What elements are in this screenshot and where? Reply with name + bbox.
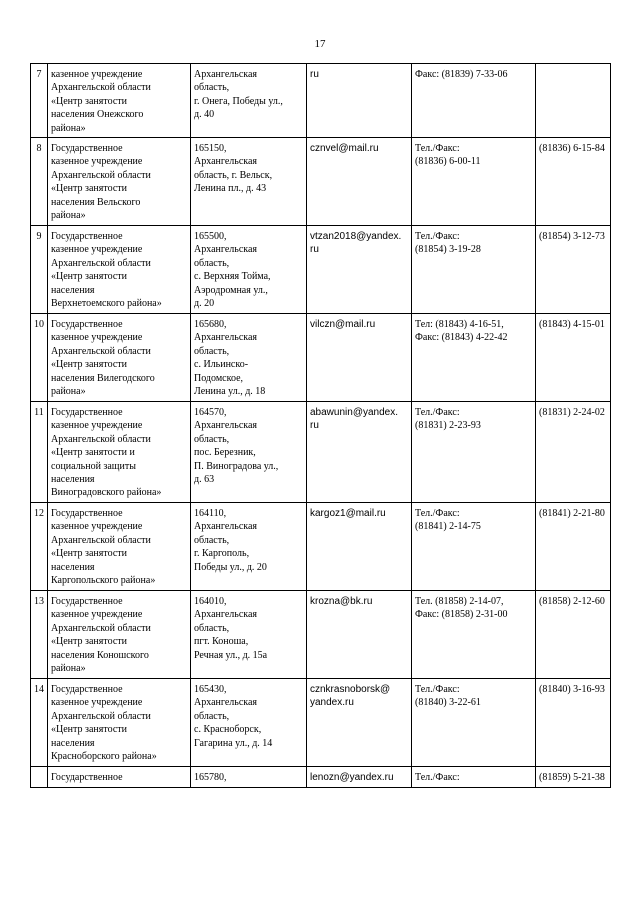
email-address[interactable]: kargoz1@mail.ru bbox=[307, 503, 412, 591]
postal-address: 164110, Архангельская область, г. Каргополь, Победы ул., д. 20 bbox=[191, 503, 307, 591]
phone-number: (81841) 2-21-80 bbox=[536, 503, 611, 591]
postal-address: 165430, Архангельская область, с. Красноборск, Гагарина ул., д. 14 bbox=[191, 679, 307, 767]
row-number: 7 bbox=[31, 64, 48, 138]
table-row bbox=[31, 679, 611, 767]
row-number: 12 bbox=[31, 503, 48, 591]
email-address[interactable]: cznkrasnoborsk@ yandex.ru bbox=[307, 679, 412, 767]
phone-number: (81854) 3-12-73 bbox=[536, 226, 611, 314]
row-number bbox=[31, 767, 48, 788]
phone-number: (81836) 6-15-84 bbox=[536, 138, 611, 226]
phone-fax: Тел: (81843) 4-16-51, Факс: (81843) 4-22-42 bbox=[412, 314, 536, 402]
row-number: 10 bbox=[31, 314, 48, 402]
table-row bbox=[31, 226, 611, 314]
table-row bbox=[31, 64, 611, 138]
phone-fax: Тел./Факс: (81854) 3-19-28 bbox=[412, 226, 536, 314]
phone-fax: Тел./Факс: (81840) 3-22-61 bbox=[412, 679, 536, 767]
phone-number bbox=[536, 64, 611, 138]
table-row bbox=[31, 503, 611, 591]
page-number: 17 bbox=[314, 38, 326, 50]
email-address[interactable]: ru bbox=[307, 64, 412, 138]
postal-address: 164570, Архангельская область, пос. Березник, П. Виноградова ул., д. 63 bbox=[191, 402, 307, 503]
phone-number: (81859) 5-21-38 bbox=[536, 767, 611, 788]
email-address[interactable]: lenozn@yandex.ru bbox=[307, 767, 412, 788]
postal-address: 165780, bbox=[191, 767, 307, 788]
table-row bbox=[31, 314, 611, 402]
organization-name: Государственное казенное учреждение Архангельской области «Центр занятости населения Верхнетоемского района» bbox=[48, 226, 191, 314]
row-number: 9 bbox=[31, 226, 48, 314]
organization-name: Государственное казенное учреждение Архангельской области «Центр занятости населения Каргопольского района» bbox=[48, 503, 191, 591]
phone-fax: Тел./Факс: bbox=[412, 767, 536, 788]
postal-address: 165680, Архангельская область, с. Ильинско- Подомское, Ленина ул., д. 18 bbox=[191, 314, 307, 402]
table-row bbox=[31, 591, 611, 679]
phone-number: (81843) 4-15-01 bbox=[536, 314, 611, 402]
email-address[interactable]: krozna@bk.ru bbox=[307, 591, 412, 679]
email-address[interactable]: cznvel@mail.ru bbox=[307, 138, 412, 226]
postal-address: 165150, Архангельская область, г. Вельск, Ленина пл., д. 43 bbox=[191, 138, 307, 226]
phone-fax: Факс: (81839) 7-33-06 bbox=[412, 64, 536, 138]
organization-name: Государственное казенное учреждение Архангельской области «Центр занятости населения Красноборского района» bbox=[48, 679, 191, 767]
organization-name: Государственное bbox=[48, 767, 191, 788]
row-number: 14 bbox=[31, 679, 48, 767]
phone-fax: Тел./Факс: (81841) 2-14-75 bbox=[412, 503, 536, 591]
email-address[interactable]: abawunin@yandex. ru bbox=[307, 402, 412, 503]
table-row bbox=[31, 402, 611, 503]
row-number: 13 bbox=[31, 591, 48, 679]
phone-number: (81858) 2-12-60 bbox=[536, 591, 611, 679]
table-row bbox=[31, 767, 611, 788]
row-number: 11 bbox=[31, 402, 48, 503]
organization-name: Государственное казенное учреждение Архангельской области «Центр занятости населения Вельского района» bbox=[48, 138, 191, 226]
postal-address: 164010, Архангельская область, пгт. Коноша, Речная ул., д. 15а bbox=[191, 591, 307, 679]
email-address[interactable]: vtzan2018@yandex. ru bbox=[307, 226, 412, 314]
postal-address: Архангельская область, г. Онега, Победы ул., д. 40 bbox=[191, 64, 307, 138]
postal-address: 165500, Архангельская область, с. Верхняя Тойма, Аэродромная ул., д. 20 bbox=[191, 226, 307, 314]
phone-fax: Тел./Факс: (81836) 6-00-11 bbox=[412, 138, 536, 226]
table-row bbox=[31, 138, 611, 226]
organization-name: Государственное казенное учреждение Архангельской области «Центр занятости и социальной защиты населения Виноградовского района» bbox=[48, 402, 191, 503]
phone-number: (81840) 3-16-93 bbox=[536, 679, 611, 767]
email-address[interactable]: vilczn@mail.ru bbox=[307, 314, 412, 402]
organization-name: Государственное казенное учреждение Архангельской области «Центр занятости населения Вилегодского района» bbox=[48, 314, 191, 402]
row-number: 8 bbox=[31, 138, 48, 226]
organization-name: Государственное казенное учреждение Архангельской области «Центр занятости населения Коношского района» bbox=[48, 591, 191, 679]
organization-name: казенное учреждение Архангельской области «Центр занятости населения Онежского района» bbox=[48, 64, 191, 138]
phone-fax: Тел. (81858) 2-14-07, Факс: (81858) 2-31-00 bbox=[412, 591, 536, 679]
employment-centers-table bbox=[30, 63, 611, 788]
phone-number: (81831) 2-24-02 bbox=[536, 402, 611, 503]
phone-fax: Тел./Факс: (81831) 2-23-93 bbox=[412, 402, 536, 503]
